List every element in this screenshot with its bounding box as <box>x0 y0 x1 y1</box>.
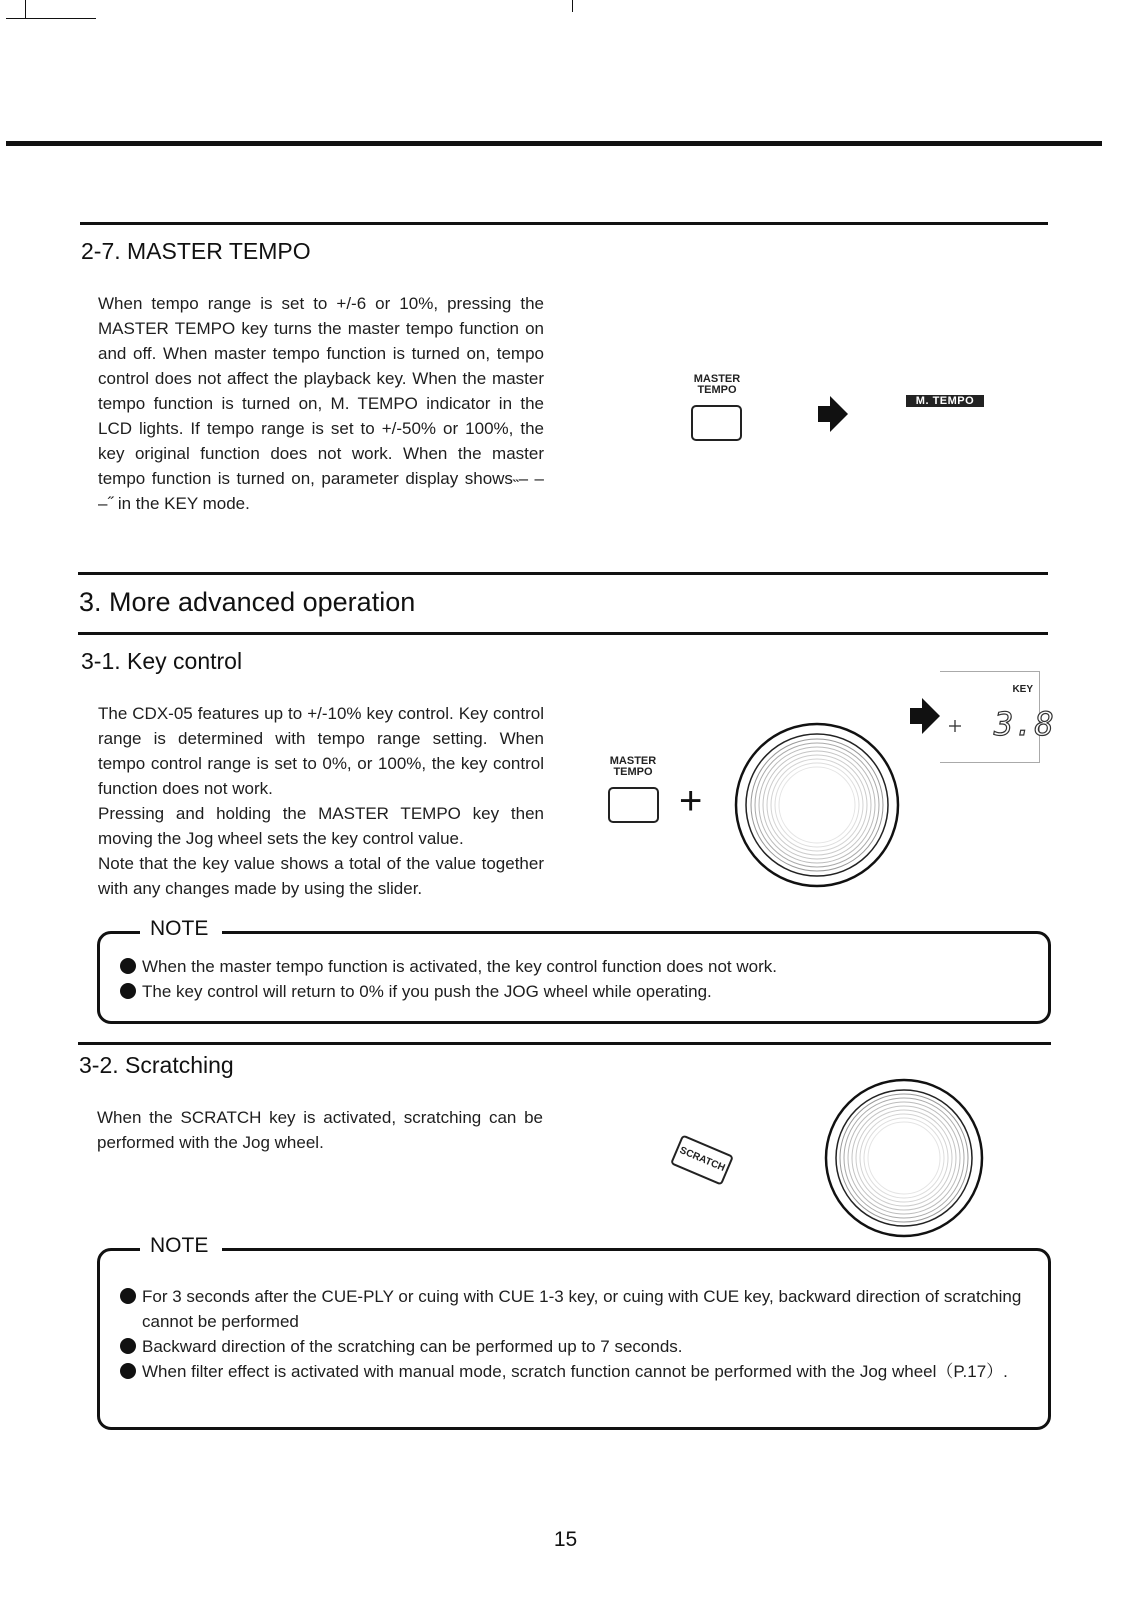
arrow-right-icon <box>910 698 940 734</box>
section-27-heading: 2-7. MASTER TEMPO <box>81 238 311 264</box>
section-32-body <box>97 1105 543 1155</box>
page-number: 15 <box>553 1528 578 1551</box>
master-tempo-key <box>608 787 659 823</box>
master-tempo-key-label: MASTER TEMPO <box>693 373 741 396</box>
jog-wheel-icon <box>819 1078 989 1238</box>
note-title: NOTE <box>140 914 222 944</box>
lcd-key-label: KEY <box>1012 684 1033 695</box>
note-item: When the master tempo function is activated, the key control function does not work. <box>120 954 1020 979</box>
section-32-heading: 3-2. Scratching <box>79 1052 234 1078</box>
key-lcd-display <box>940 671 1055 763</box>
section-27-top-rule <box>80 222 1048 225</box>
section-27-paragraph: When tempo range is set to +/-6 or 10%, pressing the MASTER TEMPO key turns the master tempo function on and off. When master tempo function is turned on, tempo control does not affect the playback key. When the master tempo function is turned on, M. TEMPO indicator in the LCD lights. If tempo range is set to +/-50% or 100%, the key original function does not work. When the master tempo function is turned on, parameter display shows˵– – –˝ in the KEY mode. <box>98 294 544 513</box>
bullet-icon <box>120 1338 136 1354</box>
note-box <box>97 1234 1051 1430</box>
arrow-right-icon <box>818 396 848 432</box>
note-list <box>120 1284 1030 1384</box>
crop-mark-horizontal <box>6 18 96 19</box>
bullet-icon <box>120 958 136 974</box>
bullet-icon <box>120 983 136 999</box>
section-27-body <box>98 291 544 516</box>
master-tempo-key-label: MASTER TEMPO <box>609 755 657 778</box>
bullet-icon <box>120 1363 136 1379</box>
section-31-body <box>98 701 544 901</box>
plus-sign: + <box>679 779 703 823</box>
note-title: NOTE <box>140 1231 222 1261</box>
note-item: Backward direction of the scratching can be performed up to 7 seconds. <box>120 1334 1030 1359</box>
scratch-key <box>670 1134 734 1185</box>
crop-mark-top-center <box>572 0 573 12</box>
note-item: For 3 seconds after the CUE-PLY or cuing with CUE 1-3 key, or cuing with CUE key, backward direction of scratching cannot be performed <box>120 1284 1030 1334</box>
lcd-key-value: 3.8 <box>994 705 1055 743</box>
section-31-heading: 3-1. Key control <box>81 648 243 674</box>
jog-wheel-icon <box>734 722 900 888</box>
section-31-paragraph-1: The CDX-05 features up to +/-10% key control. Key control range is determined with tempo range setting. When tempo control range is set to 0%, or 100%, the key control function does not work. <box>98 704 544 798</box>
section-3-heading: 3. More advanced operation <box>79 587 416 617</box>
section-32-paragraph: When the SCRATCH key is activated, scratching can be performed with the Jog wheel. <box>97 1108 543 1152</box>
note-item: When filter effect is activated with manual mode, scratch function cannot be performed with the Jog wheel（P.17）. <box>120 1359 1030 1384</box>
note-item: The key control will return to 0% if you push the JOG wheel while operating. <box>120 979 1020 1004</box>
section-31-paragraph-2: Pressing and holding the MASTER TEMPO key then moving the Jog wheel sets the key control value. <box>98 804 544 848</box>
note-list <box>120 954 1020 1004</box>
section-3-top-rule <box>78 572 1048 575</box>
bullet-icon <box>120 1288 136 1304</box>
section-32-top-rule <box>78 1042 1051 1045</box>
note-box <box>97 917 1051 1024</box>
section-31-paragraph-3: Note that the key value shows a total of the value together with any changes made by using the slider. <box>98 854 544 898</box>
master-tempo-key <box>691 405 742 441</box>
header-rule <box>6 141 1102 146</box>
crop-mark-vertical <box>25 0 26 18</box>
m-tempo-indicator: M. TEMPO <box>906 395 984 407</box>
section-3-bottom-rule <box>78 632 1048 635</box>
flat-sharp-icon <box>949 720 961 732</box>
scratch-key-label: SCRATCH <box>677 1145 727 1175</box>
